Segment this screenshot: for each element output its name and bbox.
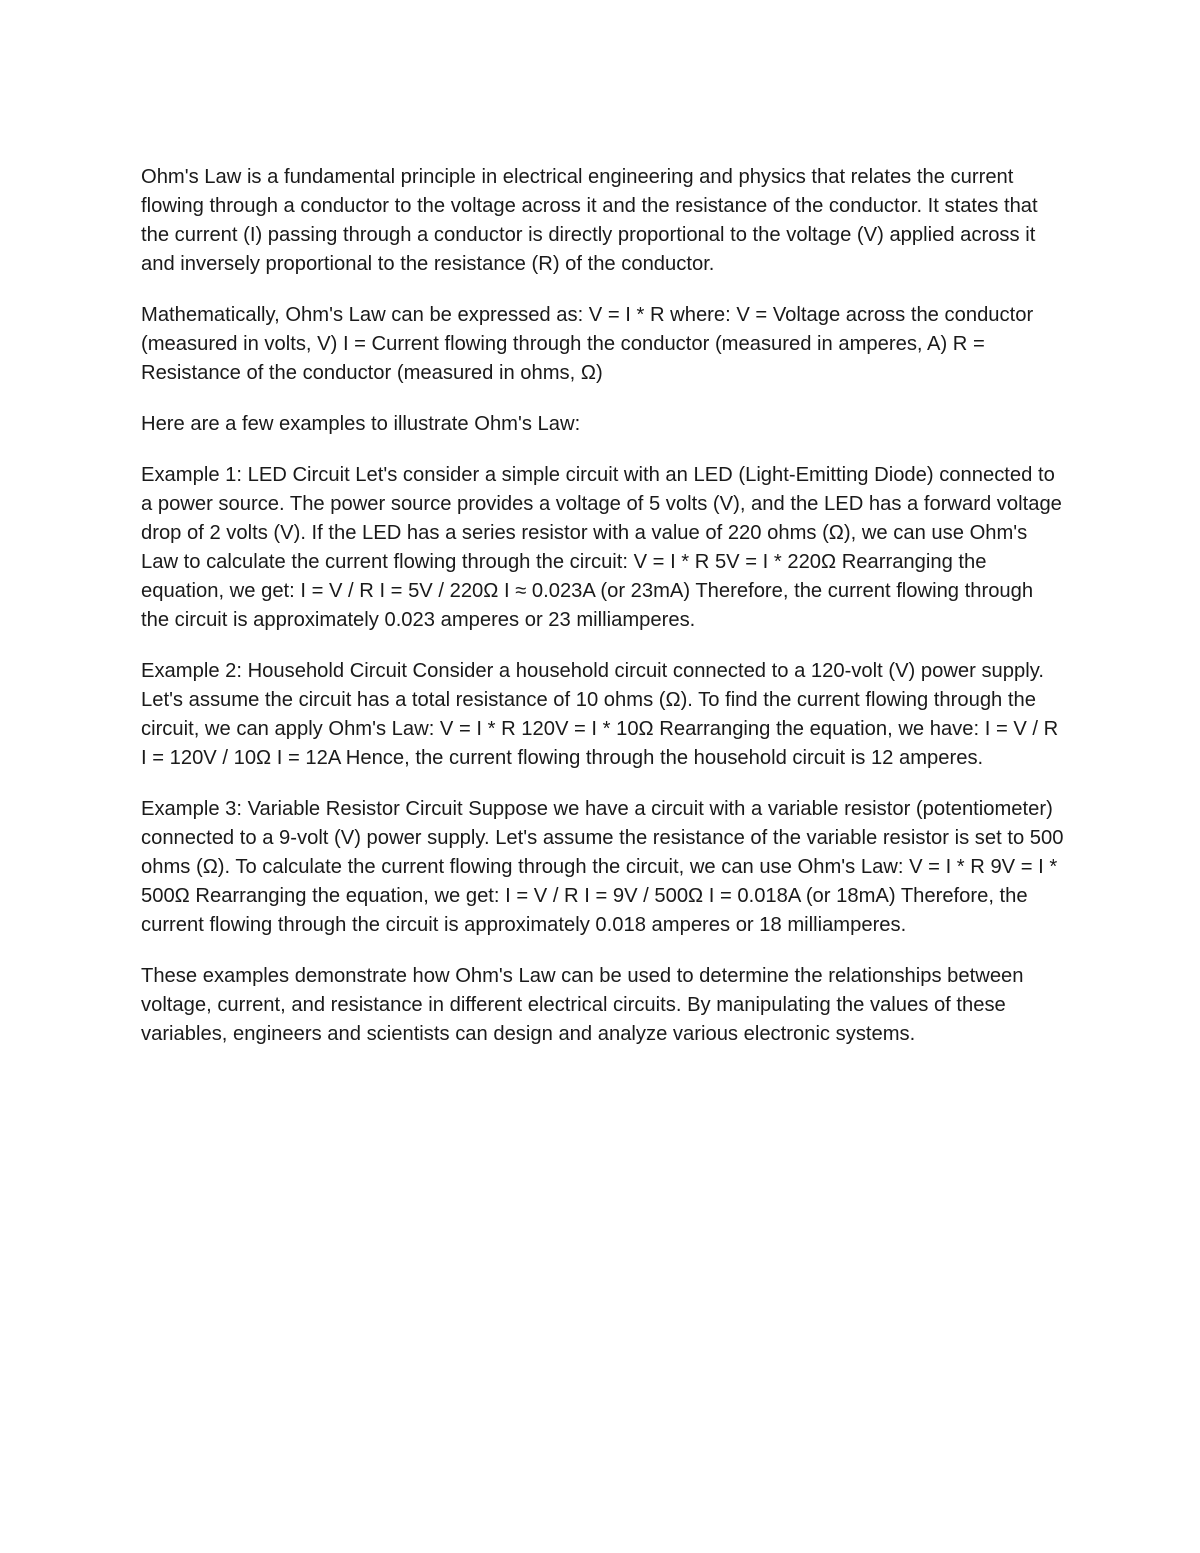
paragraph-intro: Ohm's Law is a fundamental principle in electrical engineering and physics that relates the current flowing through a conductor to the voltage across it and the resistance of the conductor. It states that the current (I) passing through a conductor is directly proportional to the voltage (V) applied across it and inversely proportional to the resistance (R) of the conductor.	[141, 166, 1038, 275]
document-body	[141, 163, 1066, 1071]
paragraph-conclusion: These examples demonstrate how Ohm's Law can be used to determine the relationships between voltage, current, and resistance in different electrical circuits. By manipulating the values of these variables, engineers and scientists can design and analyze various electronic systems.	[141, 965, 1024, 1045]
paragraph-formula: Mathematically, Ohm's Law can be expressed as: V = I * R where: V = Voltage across the conductor (measured in volts, V) I = Current flowing through the conductor (measured in amperes, A) R = Resistance of the conductor (measured in ohms, Ω)	[141, 304, 1034, 384]
paragraph-examples-intro: Here are a few examples to illustrate Ohm's Law:	[141, 413, 581, 435]
paragraph-example-2: Example 2: Household Circuit Consider a household circuit connected to a 120-volt (V) power supply. Let's assume the circuit has a total resistance of 10 ohms (Ω). To find the current flowing through the circuit, we can apply Ohm's Law: V = I * R 120V = I * 10Ω Rearranging the equation, we have: I = V / R I = 120V / 10Ω I = 12A Hence, the current flowing through the household circuit is 12 amperes.	[141, 660, 1059, 769]
paragraph-example-1: Example 1: LED Circuit Let's consider a simple circuit with an LED (Light-Emitting Diode) connected to a power source. The power source provides a voltage of 5 volts (V), and the LED has a forward voltage drop of 2 volts (V). If the LED has a series resistor with a value of 220 ohms (Ω), we can use Ohm's Law to calculate the current flowing through the circuit: V = I * R 5V = I * 220Ω Rearranging the equation, we get: I = V / R I = 5V / 220Ω I ≈ 0.023A (or 23mA) Therefore, the current flowing through the circuit is approximately 0.023 amperes or 23 milliamperes.	[141, 464, 1062, 631]
paragraph-example-3: Example 3: Variable Resistor Circuit Suppose we have a circuit with a variable resistor (potentiometer) connected to a 9-volt (V) power supply. Let's assume the resistance of the variable resistor is set to 500 ohms (Ω). To calculate the current flowing through the circuit, we can use Ohm's Law: V = I * R 9V = I * 500Ω Rearranging the equation, we get: I = V / R I = 9V / 500Ω I = 0.018A (or 18mA) Therefore, the current flowing through the circuit is approximately 0.018 amperes or 18 milliamperes.	[141, 798, 1064, 936]
